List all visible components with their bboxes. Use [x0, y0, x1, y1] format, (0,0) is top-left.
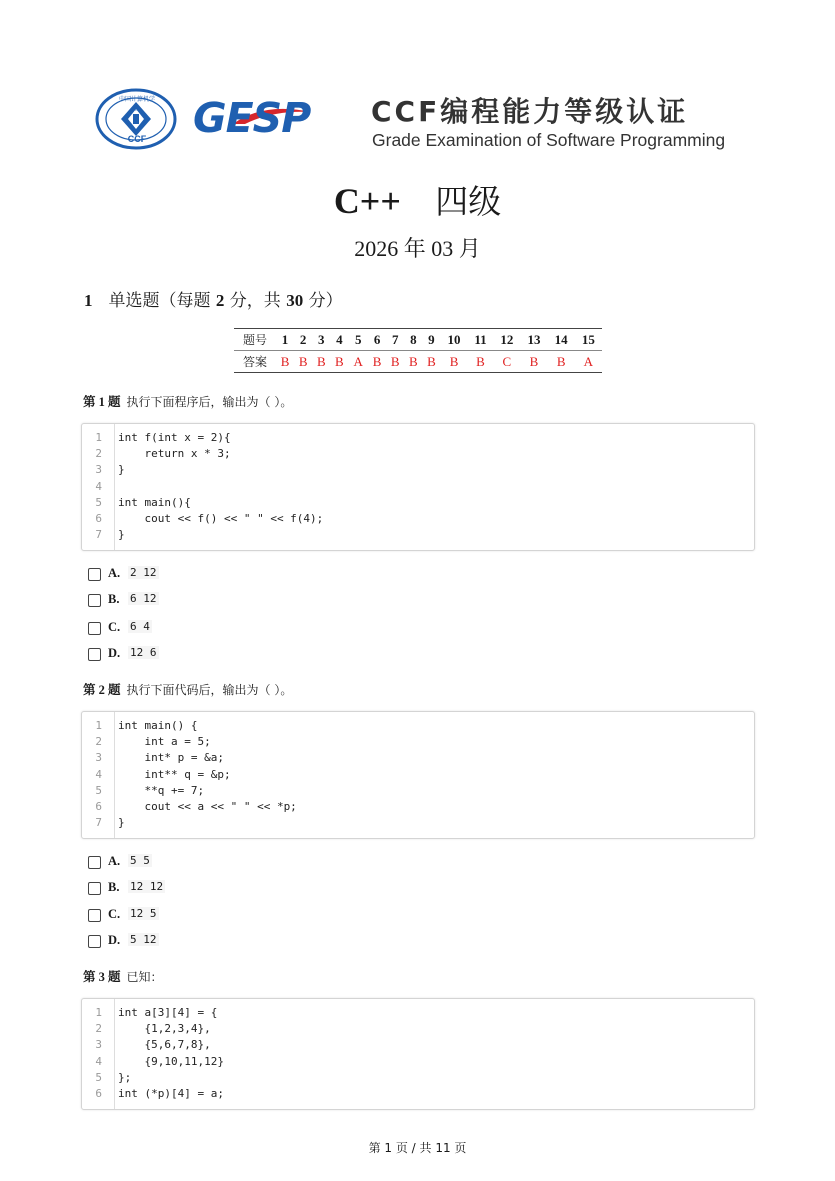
line-number: 5 [95, 1070, 102, 1084]
code-text: cout << f() << " " << f(4); [118, 511, 324, 525]
code-text: } [118, 528, 125, 542]
gesp-logo [193, 94, 348, 142]
question-number-cell: 9 [422, 329, 440, 351]
option-value: 12 12 [130, 880, 164, 893]
code-line [82, 527, 754, 543]
code-text: } [118, 463, 125, 477]
checkbox-icon[interactable] [88, 594, 101, 607]
code-line [82, 815, 754, 831]
seal-abbr: CCF [127, 134, 147, 144]
code-line [82, 1054, 754, 1070]
line-number: 3 [95, 1038, 102, 1052]
line-number: 2 [95, 1022, 102, 1036]
section-text-pre: 单选题（每题 [108, 291, 216, 311]
answer-cell: B [330, 351, 348, 373]
code-line [82, 767, 754, 783]
answer-cell: B [368, 351, 386, 373]
question-number: 第 1 题 [83, 395, 121, 409]
answer-cell: B [312, 351, 330, 373]
question-number-cell: 15 [575, 329, 602, 351]
checkbox-icon[interactable] [88, 622, 101, 635]
code-text: {1,2,3,4}, [118, 1022, 211, 1036]
checkbox-icon[interactable] [88, 856, 101, 869]
code-line [82, 430, 754, 446]
code-line [82, 495, 754, 511]
answer-cell: B [386, 351, 404, 373]
option-value: 5 12 [130, 933, 157, 946]
question-number-cell: 7 [386, 329, 404, 351]
line-number: 6 [95, 1086, 102, 1100]
code-line [82, 1070, 754, 1086]
option-letter: D. [108, 933, 121, 947]
code-line [82, 783, 754, 799]
line-number: 7 [95, 816, 102, 830]
seal-text: 中国计算机学会 [118, 96, 155, 112]
code-block-q3 [81, 998, 755, 1110]
code-line [82, 511, 754, 527]
answer-cell: A [348, 351, 368, 373]
option-value: 6 4 [130, 620, 150, 633]
code-line [82, 1021, 754, 1037]
question-2-prompt [83, 680, 292, 698]
line-number: 4 [95, 479, 102, 493]
code-block-q2 [81, 711, 755, 839]
question-number-cell: 8 [404, 329, 422, 351]
question-number-cell: 13 [520, 329, 547, 351]
brand-chinese: CCF编程能力等级认证 [371, 95, 689, 128]
code-text: } [118, 816, 125, 830]
section-text-mid: 分，共 [224, 291, 287, 311]
line-number: 6 [95, 511, 102, 525]
question-number-cell: 14 [548, 329, 575, 351]
code-line [82, 1086, 754, 1102]
option-value: 5 5 [130, 854, 150, 867]
answer-cell: C [493, 351, 520, 373]
question-number-row [234, 329, 602, 351]
title-language: C++ [333, 181, 401, 221]
option-letter: B. [108, 592, 120, 606]
code-line [82, 462, 754, 478]
question-text: 执行下面程序后，输出为（ ）。 [126, 395, 293, 409]
question-number: 第 2 题 [83, 683, 121, 697]
code-text: int** q = &p; [118, 767, 231, 781]
line-number: 7 [95, 528, 102, 542]
question-number: 第 3 题 [83, 970, 121, 984]
header-banner [93, 86, 753, 154]
question-number-cell: 6 [368, 329, 386, 351]
answer-cell: B [422, 351, 440, 373]
question-number-cell: 2 [294, 329, 312, 351]
answer-cell: B [468, 351, 494, 373]
code-line [82, 1005, 754, 1021]
question-number-cell: 10 [440, 329, 467, 351]
line-number: 5 [95, 783, 102, 797]
option-value: 12 6 [130, 646, 157, 659]
code-text: int main() { [118, 719, 198, 732]
code-text: return x * 3; [118, 447, 231, 461]
line-number: 4 [95, 767, 102, 781]
code-text: int (*p)[4] = a; [118, 1086, 224, 1100]
answer-row [234, 351, 602, 373]
answer-cell: B [294, 351, 312, 373]
line-number: 2 [95, 447, 102, 461]
option-letter: A. [108, 566, 121, 580]
code-text: int main(){ [118, 495, 191, 509]
code-text: cout << a << " " << *p; [118, 799, 297, 813]
question-text: 执行下面代码后，输出为（ ）。 [126, 683, 293, 697]
code-line [82, 750, 754, 766]
option-letter: C. [108, 620, 121, 634]
line-number: 1 [95, 719, 102, 732]
checkbox-icon[interactable] [88, 909, 101, 922]
code-line [82, 446, 754, 462]
option-value: 12 5 [130, 907, 157, 920]
code-text: int a[3][4] = { [118, 1006, 218, 1019]
gesp-logo-text: GESP [193, 94, 311, 142]
answer-cell: B [404, 351, 422, 373]
question-number-cell: 3 [312, 329, 330, 351]
code-line [82, 1037, 754, 1053]
answer-cell: B [520, 351, 547, 373]
code-line [82, 734, 754, 750]
question-text: 已知： [126, 970, 163, 984]
line-number: 3 [95, 751, 102, 765]
line-number: 6 [95, 799, 102, 813]
question-number-cell: 5 [348, 329, 368, 351]
row-label-answer: 答案 [234, 351, 276, 373]
row-label-number: 题号 [234, 329, 276, 351]
section-total: 30 [286, 291, 304, 310]
page-title [0, 176, 835, 223]
line-number: 1 [95, 1006, 102, 1019]
option-letter: B. [108, 880, 120, 894]
code-line [82, 718, 754, 734]
option-letter: D. [108, 646, 121, 660]
brand-english: Grade Examination of Software Programming [372, 130, 726, 150]
section-text-post: 分） [303, 291, 343, 311]
checkbox-icon[interactable] [88, 935, 101, 948]
title-level: 四级 [435, 182, 502, 221]
section-points: 2 [215, 291, 225, 310]
line-number: 4 [95, 1054, 102, 1068]
code-text: int a = 5; [118, 735, 211, 749]
question-number-cell: 12 [493, 329, 520, 351]
page-footer: 第 1 页 / 共 11 页 [368, 1141, 467, 1155]
code-text: int* p = &a; [118, 751, 224, 765]
question-number-cell: 4 [330, 329, 348, 351]
option-letter: C. [108, 907, 121, 921]
checkbox-icon[interactable] [88, 882, 101, 895]
code-text: }; [118, 1070, 132, 1084]
checkbox-icon[interactable] [88, 568, 101, 581]
option-value: 6 12 [130, 592, 157, 605]
code-text: {5,6,7,8}, [118, 1038, 211, 1052]
question-number-cell: 11 [468, 329, 494, 351]
answer-cell: B [548, 351, 575, 373]
question-number-cell: 1 [276, 329, 294, 351]
code-text: {9,10,11,12} [118, 1054, 224, 1068]
line-number: 1 [95, 431, 102, 444]
section-number: 1 [84, 291, 93, 310]
answer-cell: A [575, 351, 602, 373]
line-number: 5 [95, 495, 102, 509]
code-line [82, 479, 754, 495]
code-line [82, 799, 754, 815]
section-heading [84, 286, 343, 311]
option-letter: A. [108, 854, 121, 868]
answer-cell: B [440, 351, 467, 373]
line-number: 3 [95, 463, 102, 477]
answer-cell: B [276, 351, 294, 373]
line-number: 2 [95, 735, 102, 749]
question-3-prompt [83, 967, 163, 985]
question-1-prompt [83, 392, 292, 410]
code-block-q1 [81, 423, 755, 551]
code-text: int f(int x = 2){ [118, 431, 231, 444]
answer-key-table [234, 328, 602, 373]
exam-date: 2026 年 03 月 [354, 236, 481, 261]
checkbox-icon[interactable] [88, 648, 101, 661]
option-value: 2 12 [130, 566, 157, 579]
code-text: **q += 7; [118, 783, 205, 797]
